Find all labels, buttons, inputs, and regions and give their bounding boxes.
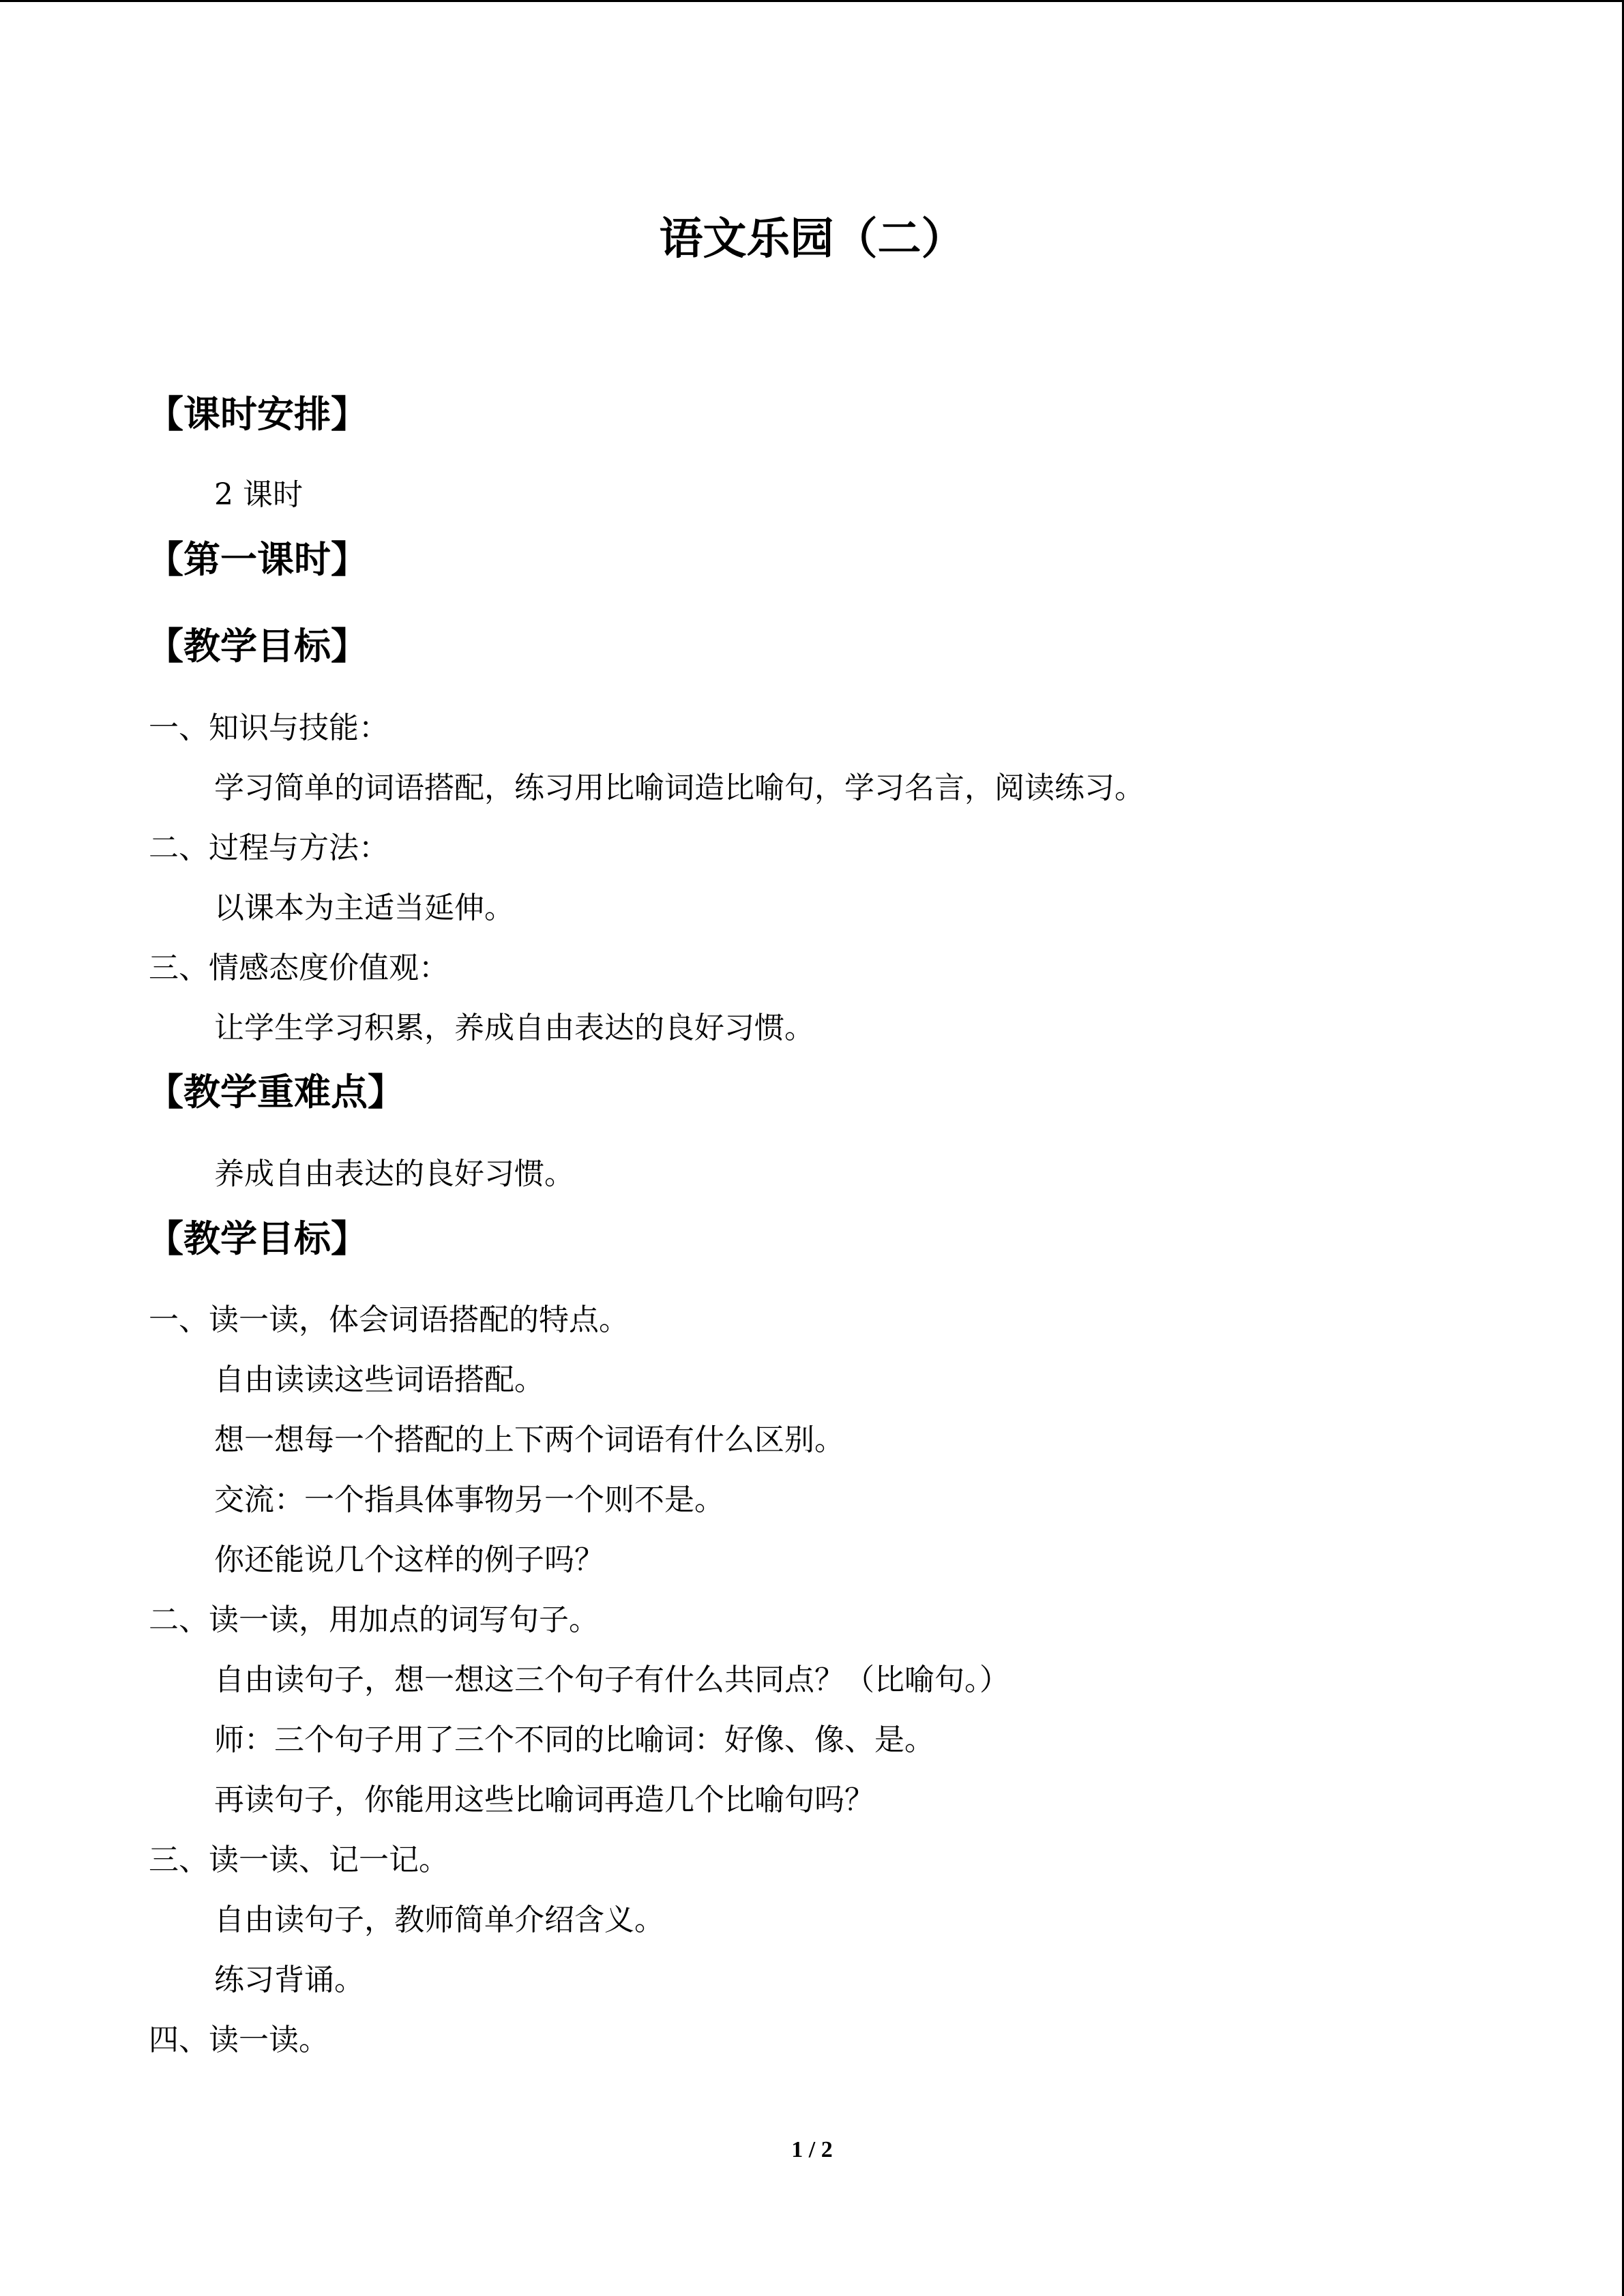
body-line: 让学生学习积累，养成自由表达的良好习惯。: [214, 1011, 814, 1045]
section-heading-key-points: 【教学重难点】: [147, 1071, 404, 1114]
section-heading-objectives: 【教学目标】: [147, 1217, 368, 1260]
list-item-heading: 二、过程与方法：: [149, 831, 389, 865]
body-line: 学习简单的词语搭配，练习用比喻词造比喻句，学习名言，阅读练习。: [214, 771, 1145, 805]
document-title: 语文乐园（二）: [659, 214, 965, 265]
list-item-heading: 三、情感态度价值观：: [149, 951, 449, 985]
section-heading-schedule: 【课时安排】: [147, 393, 368, 436]
list-item-heading: 四、读一读。: [149, 2023, 329, 2057]
body-line: 养成自由表达的良好习惯。: [214, 1157, 574, 1191]
list-item-heading: 二、读一读，用加点的词写句子。: [149, 1602, 599, 1637]
list-item-heading: 三、读一读、记一记。: [149, 1843, 449, 1877]
body-line: 2 课时: [214, 477, 303, 512]
body-line: 练习背诵。: [214, 1963, 364, 1997]
body-line: 你还能说几个这样的例子吗？: [214, 1542, 604, 1577]
body-line: 师：三个句子用了三个不同的比喻词：好像、像、是。: [214, 1723, 934, 1757]
section-heading-first-lesson: 【第一课时】: [147, 538, 368, 581]
body-line: 交流：一个指具体事物另一个则不是。: [214, 1482, 724, 1517]
list-item-heading: 一、读一读，体会词语搭配的特点。: [149, 1302, 629, 1337]
body-line: 自由读读这些词语搭配。: [214, 1362, 544, 1397]
body-line: 自由读句子，教师简单介绍含义。: [214, 1903, 664, 1937]
section-heading-objectives: 【教学目标】: [147, 625, 368, 668]
body-line: 想一想每一个搭配的上下两个词语有什么区别。: [214, 1422, 844, 1457]
body-line: 自由读句子，想一想这三个句子有什么共同点？（比喻句。）: [214, 1663, 1009, 1697]
list-item-heading: 一、知识与技能：: [149, 711, 389, 745]
page-number: 1 / 2: [791, 2137, 833, 2162]
body-line: 以课本为主适当延伸。: [214, 891, 514, 925]
body-line: 再读句子，你能用这些比喻词再造几个比喻句吗？: [214, 1783, 874, 1817]
